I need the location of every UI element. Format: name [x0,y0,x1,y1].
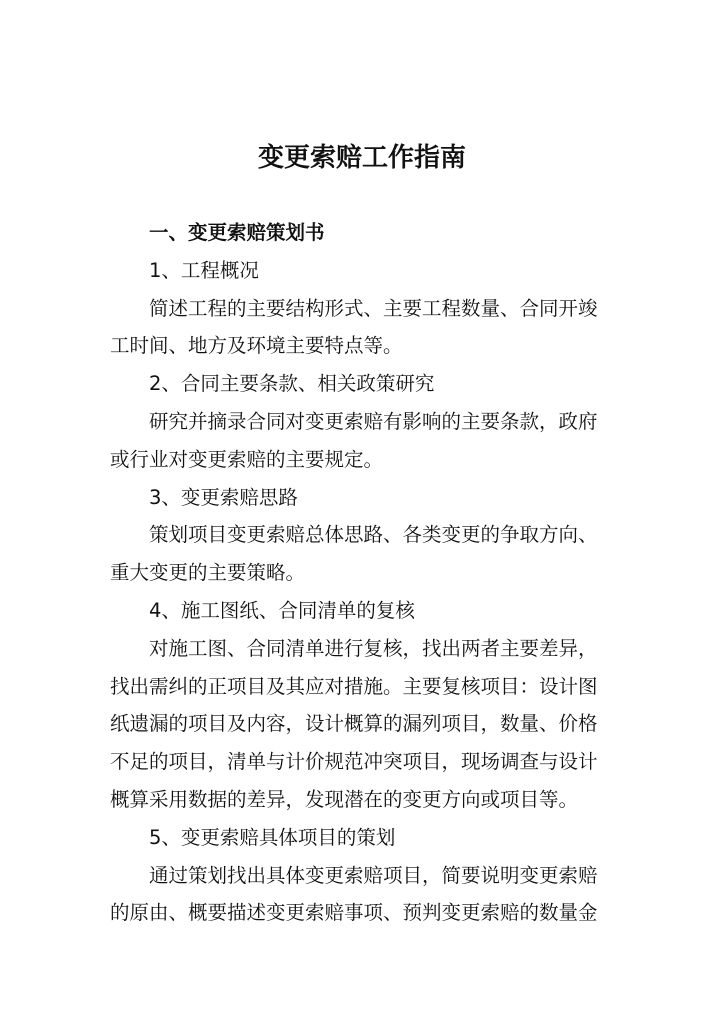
document-title: 变更索赔工作指南 [257,143,466,173]
subsection-heading: 4、施工图纸、合同清单的复核 [149,598,415,622]
paragraph-line: 纸遗漏的项目及内容，设计概算的漏列项目，数量、价格 [110,712,598,736]
paragraph-line: 找出需纠的正项目及其应对措施。主要复核项目：设计图 [110,674,598,698]
paragraph-line: 工时间、地方及环境主要特点等。 [110,334,403,358]
paragraph-line: 重大变更的主要策略。 [110,561,306,585]
paragraph-line: 策划项目变更索赔总体思路、各类变更的争取方向、 [149,523,598,547]
document-body [110,214,618,932]
subsection-heading: 1、工程概况 [149,258,259,282]
paragraph-line: 不足的项目，清单与计价规范冲突项目，现场调查与设计 [110,750,598,774]
paragraph-line: 或行业对变更索赔的主要规定。 [110,447,384,471]
paragraph-line: 对施工图、合同清单进行复核，找出两者主要差异， [149,636,598,660]
paragraph-line: 通过策划找出具体变更索赔项目，简要说明变更索赔 [149,863,598,887]
paragraph-line: 研究并摘录合同对变更索赔有影响的主要条款，政府 [149,409,598,433]
paragraph-line: 概算采用数据的差异，发现潜在的变更方向或项目等。 [110,787,579,811]
subsection-heading: 2、合同主要条款、相关政策研究 [149,372,435,396]
subsection-heading: 5、变更索赔具体项目的策划 [149,825,396,849]
section-heading: 一、变更索赔策划书 [149,221,325,244]
subsection-heading: 3、变更索赔思路 [149,485,298,509]
paragraph-line: 的原由、概要描述变更索赔事项、预判变更索赔的数量金 [110,901,598,925]
paragraph-line: 简述工程的主要结构形式、主要工程数量、合同开竣 [149,296,598,320]
